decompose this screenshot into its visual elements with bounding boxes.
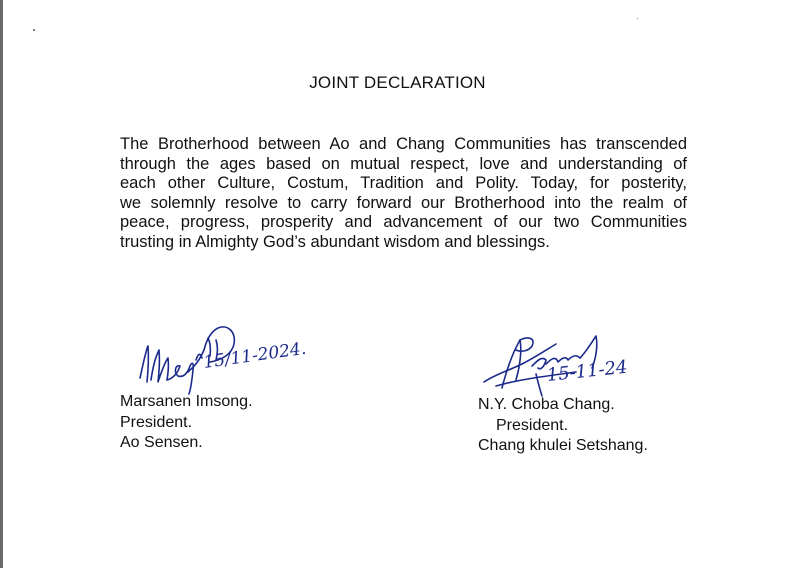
left-signatory-block <box>120 392 253 454</box>
paragraph-line: we solemnly resolve to carry forward our Brotherhood into the realm of <box>120 193 687 212</box>
right-signatory-position: President. <box>496 416 569 434</box>
right-signatory-name: N.Y. Choba Chang. <box>478 396 615 413</box>
right-handwritten-date: 15-11-24 <box>545 356 629 386</box>
left-signatory-position: President. <box>120 413 193 431</box>
paragraph-line: trusting in Almighty God’s abundant wisdom and blessings. <box>120 232 550 251</box>
scan-speck <box>33 29 35 31</box>
paragraph-line: The Brotherhood between Ao and Chang Communities has transcended <box>120 135 687 153</box>
right-signatory-block <box>478 395 648 457</box>
document-title: JOINT DECLARATION <box>309 73 486 92</box>
left-handwritten-date: 15/11-2024. <box>202 338 308 373</box>
paragraph-line: through the ages based on mutual respect, love and understanding of <box>120 154 687 173</box>
left-signatory-name: Marsanen Imsong. <box>120 393 253 410</box>
declaration-paragraph <box>120 135 687 253</box>
paragraph-line: peace, progress, prosperity and advancement of our two Communities <box>120 213 687 232</box>
scan-speck <box>637 18 638 19</box>
left-signatory-organization: Ao Sensen. <box>120 434 203 451</box>
paragraph-line: each other Culture, Costum, Tradition and Polity. Today, for posterity, <box>120 174 687 193</box>
right-signatory-organization: Chang khulei Setshang. <box>478 437 648 454</box>
